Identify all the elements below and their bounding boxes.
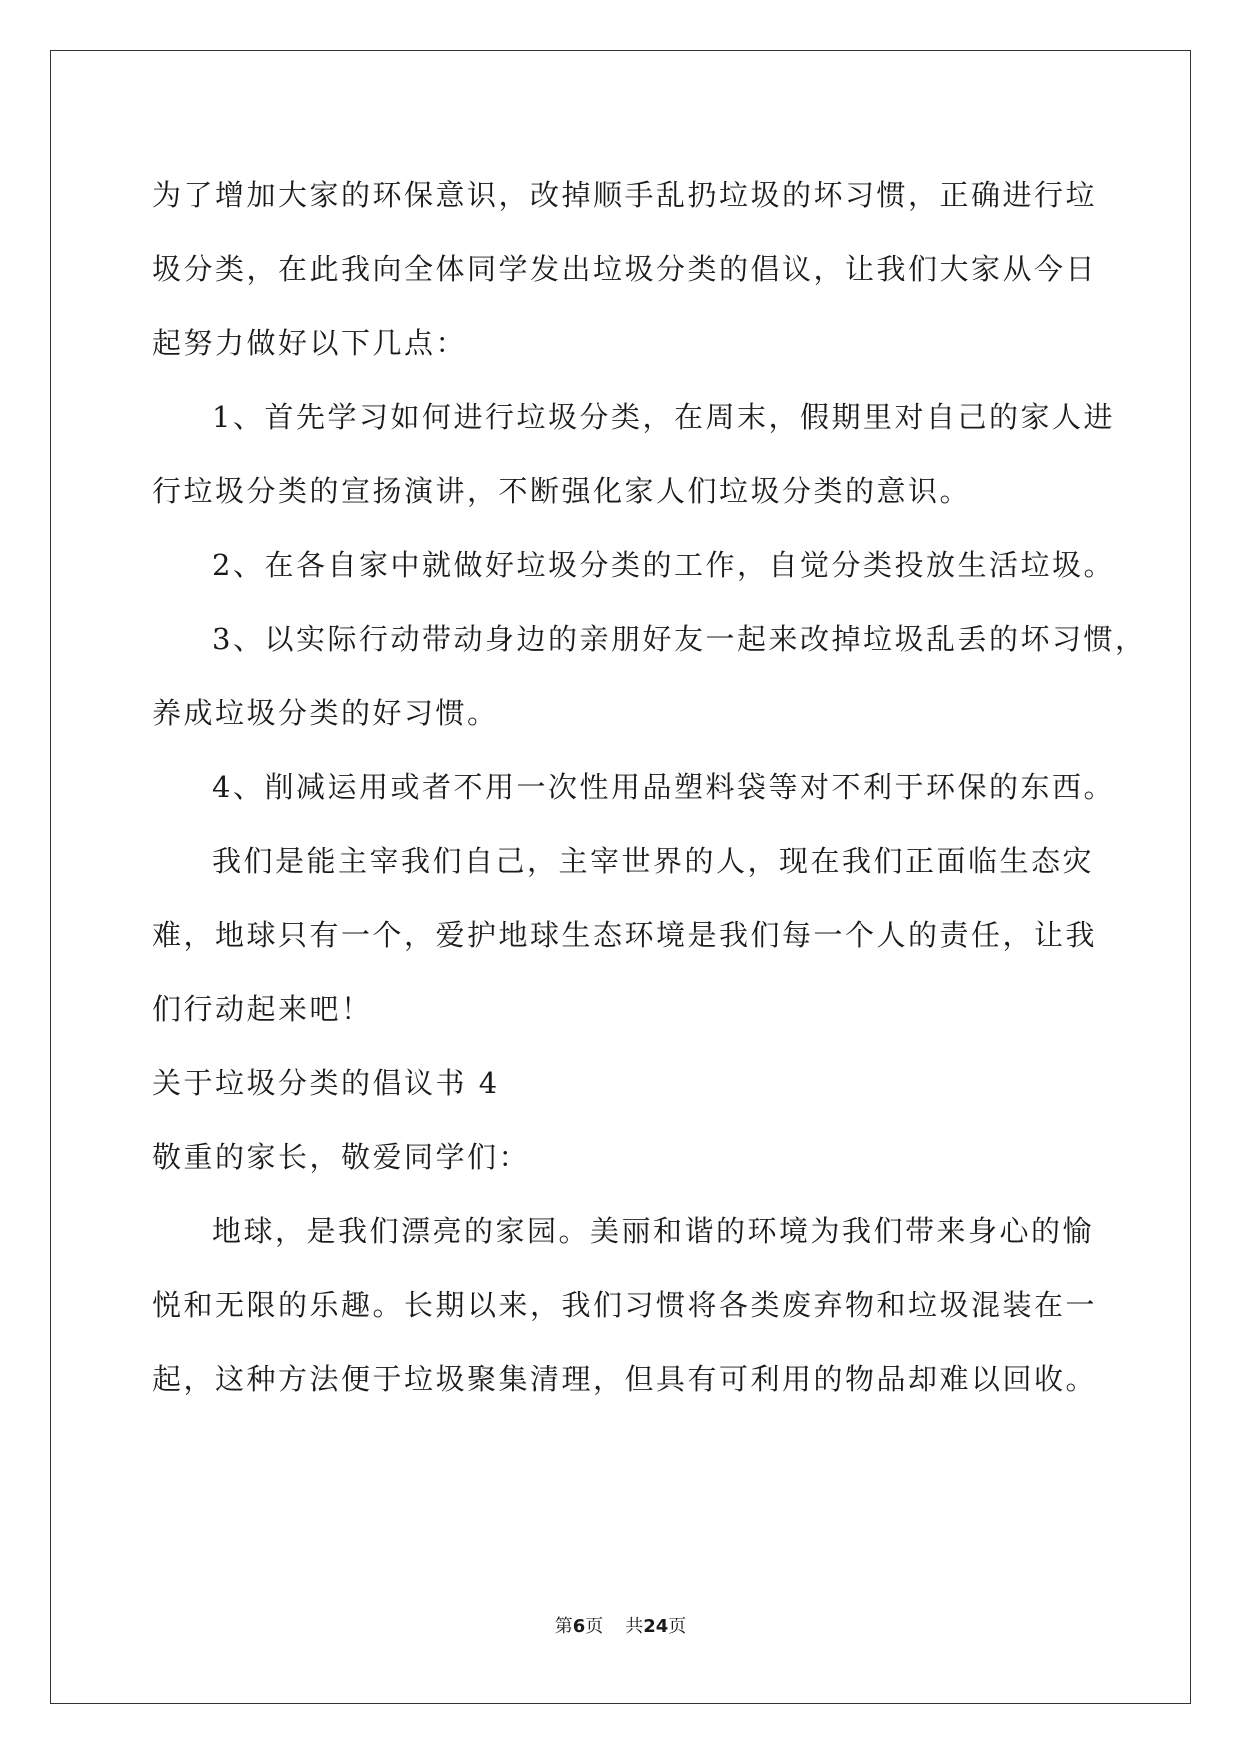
text-line: 为了增加大家的环保意识，改掉顺手乱扔垃圾的坏习惯，正确进行垃	[152, 178, 1098, 212]
document-body	[152, 158, 1147, 1416]
paragraph-start: 地球，是我们漂亮的家园。美丽和谐的环境为我们带来身心的愉	[212, 1214, 1095, 1248]
text-line: 悦和无限的乐趣。长期以来，我们习惯将各类废弃物和垃圾混装在一	[152, 1288, 1098, 1322]
text-line: 难，地球只有一个，爱护地球生态环境是我们每一个人的责任，让我	[152, 918, 1098, 952]
section-title: 关于垃圾分类的倡议书 4	[152, 1066, 500, 1100]
total-pages: 24	[643, 1616, 669, 1637]
text-line: 起努力做好以下几点：	[152, 326, 468, 360]
text-line: 行垃圾分类的宣扬演讲，不断强化家人们垃圾分类的意识。	[152, 474, 972, 508]
list-item-1: 1、首先学习如何进行垃圾分类，在周末，假期里对自己的家人进	[212, 400, 1115, 434]
total-prefix: 共	[625, 1616, 644, 1637]
list-item-4: 4、削减运用或者不用一次性用品塑料袋等对不利于环保的东西。	[212, 770, 1115, 804]
list-item-2: 2、在各自家中就做好垃圾分类的工作，自觉分类投放生活垃圾。	[212, 548, 1115, 582]
page-footer	[0, 1612, 1241, 1638]
list-item-3: 3、以实际行动带动身边的亲朋好友一起来改掉垃圾乱丢的坏习惯，	[212, 622, 1147, 656]
text-line: 圾分类，在此我向全体同学发出垃圾分类的倡议，让我们大家从今日	[152, 252, 1098, 286]
paragraph-start: 我们是能主宰我们自己，主宰世界的人，现在我们正面临生态灾	[212, 844, 1095, 878]
text-line: 们行动起来吧！	[152, 992, 373, 1026]
total-suffix: 页	[668, 1616, 687, 1637]
text-line: 起，这种方法便于垃圾聚集清理，但具有可利用的物品却难以回收。	[152, 1362, 1098, 1396]
page-prefix: 第	[554, 1616, 573, 1637]
text-line: 养成垃圾分类的好习惯。	[152, 696, 499, 730]
page-number: 6	[572, 1616, 586, 1637]
page-suffix: 页	[585, 1616, 604, 1637]
salutation: 敬重的家长，敬爱同学们：	[152, 1140, 531, 1174]
